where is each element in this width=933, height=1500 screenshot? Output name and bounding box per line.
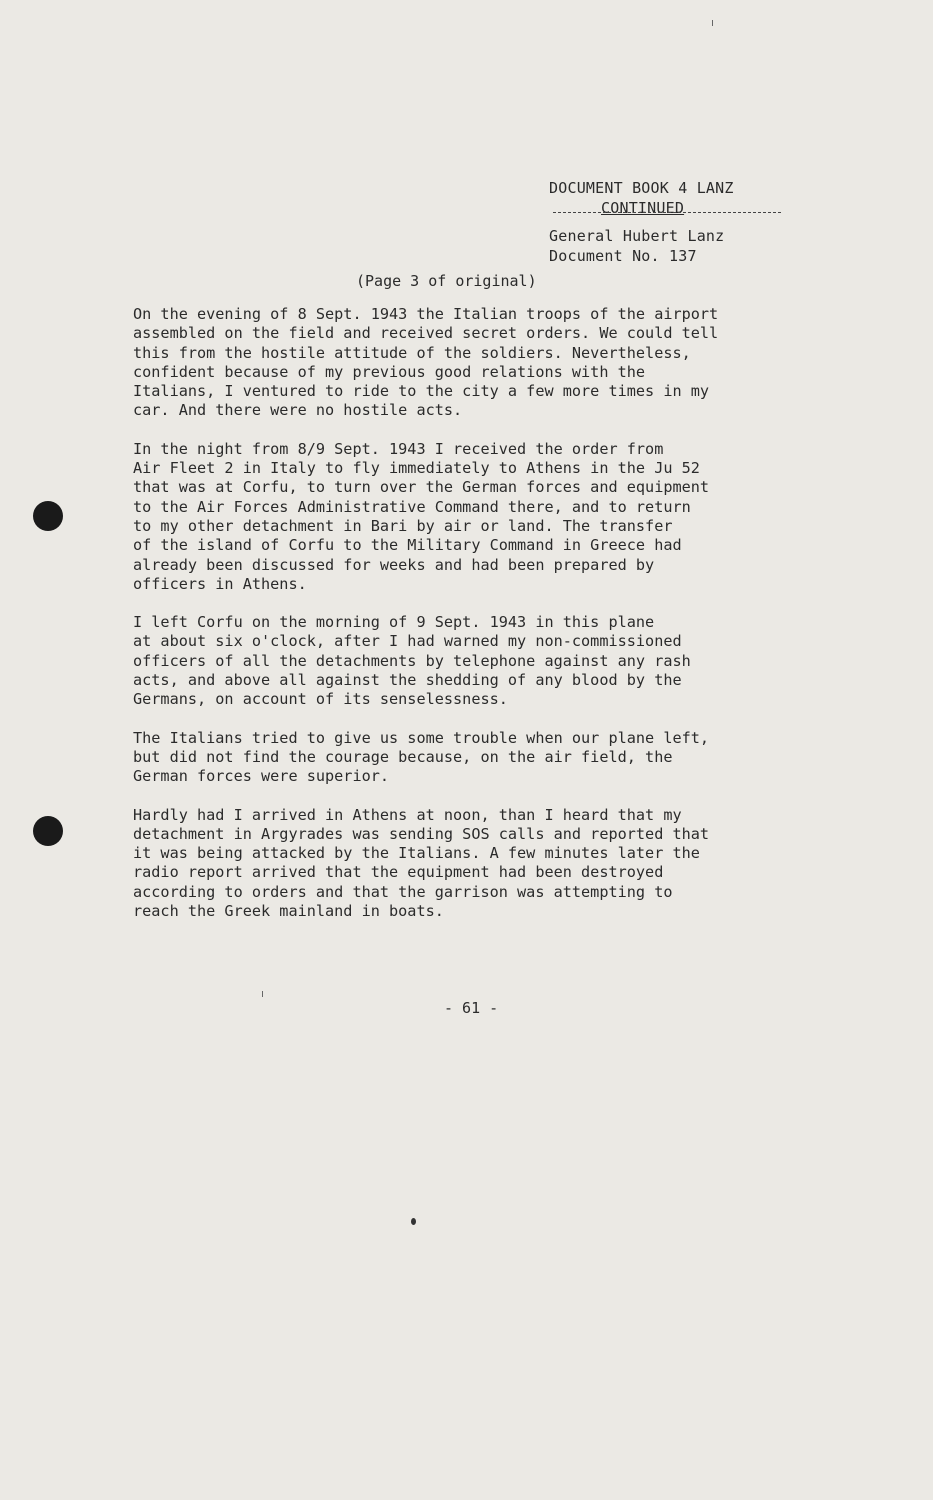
punch-hole-bottom	[33, 816, 63, 846]
stray-ink-tick	[262, 991, 263, 997]
paragraph: On the evening of 8 Sept. 1943 the Italian troops of the airport assembled on the field and received secret orders. We could tell this from the hostile attitude of the soldiers. Nevertheless, confident because of my previous good relations with the Italians, I ventured to ride to the city a few more times in my car. And there were no hostile acts.	[133, 305, 719, 420]
punch-hole-top	[33, 501, 63, 531]
document-header	[549, 178, 809, 266]
document-body	[133, 305, 893, 940]
stray-ink-tick	[712, 20, 713, 26]
header-author: General Hubert Lanz	[549, 227, 725, 245]
header-divider	[553, 212, 781, 213]
header-title: DOCUMENT BOOK 4 LANZ	[549, 179, 734, 197]
paragraph: I left Corfu on the morning of 9 Sept. 1943 in this plane at about six o'clock, after I had warned my non-commissioned officers of all the detachments by telephone against any rash acts, and above all against the shedding of any blood by the Germans, on account of its senselessness.	[133, 613, 691, 709]
page-reference: (Page 3 of original)	[356, 272, 537, 290]
paragraph: In the night from 8/9 Sept. 1943 I received the order from Air Fleet 2 in Italy to fly immediately to Athens in the Ju 52 that was at Corfu, to turn over the German forces and equipment to the Air Forces Administrative Command there, and to return to my other detachment in Bari by air or land. The transfer of the island of Corfu to the Military Command in Greece had already been discussed for weeks and had been prepared by officers in Athens.	[133, 439, 710, 593]
paragraph: The Italians tried to give us some trouble when our plane left, but did not find the courage because, on the air field, the German forces were superior.	[133, 728, 710, 786]
stray-ink-mark	[411, 1218, 416, 1225]
page-number: - 61 -	[444, 999, 499, 1017]
paragraph: Hardly had I arrived in Athens at noon, than I heard that my detachment in Argyrades was sending SOS calls and reported that it was being attacked by the Italians. A few minutes later the radio report arrived that the equipment had been destroyed according to orders and that the garrison was attempting to reach the Greek mainland in boats.	[133, 805, 710, 921]
header-document-no: Document No. 137	[549, 247, 697, 265]
header-continued: CONTINUED	[601, 199, 685, 217]
header-continued-line	[549, 198, 809, 218]
